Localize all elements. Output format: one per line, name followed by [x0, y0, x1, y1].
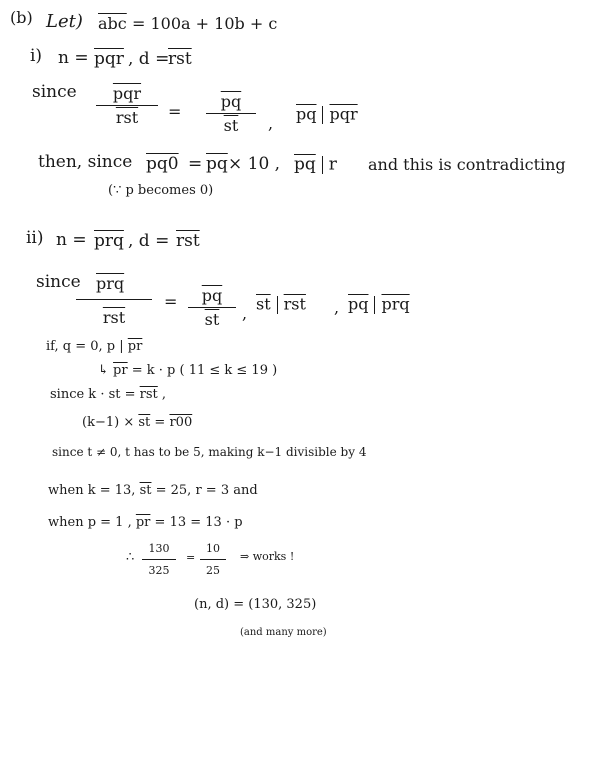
case-i-n-over: $\overline{pqr}$ — [94, 49, 124, 69]
case-ii-st-divides-rst — [256, 296, 306, 314]
simplified-den: 25 — [206, 564, 220, 577]
case-ii-label: ii) — [26, 228, 44, 248]
case-ii-when-1 — [48, 484, 258, 497]
case-i-d-left: , d = — [128, 49, 170, 69]
fraction-bar — [188, 307, 236, 308]
divides-bar — [374, 296, 375, 314]
case-i-since: since — [32, 82, 77, 102]
many-more-note: (and many more) — [240, 627, 327, 638]
case-ii-arrow-pr: $\overline{pr}$ — [113, 363, 128, 378]
case-i-pq0: pq0 — [146, 154, 179, 174]
case-ii-comma-1: , — [242, 304, 248, 323]
case-i-frac1-num: $\overline{pqr}$ — [112, 84, 142, 103]
answer-eq: = — [186, 551, 196, 564]
case-ii-eq: = — [164, 292, 178, 311]
case-ii-since-kst-text: since k · st = — [50, 387, 136, 402]
case-ii-when-2 — [48, 516, 243, 529]
case-i-fraction-1 — [96, 84, 158, 127]
case-i-pq-times: $\overline{pq}$ — [206, 154, 228, 174]
case-i-pq-divides-r — [294, 156, 337, 174]
works-text: ⇒ works ! — [240, 550, 295, 563]
case-i-n-left: n = — [58, 48, 89, 68]
case-ii-when2-rest: = 13 = 13 · p — [154, 515, 243, 530]
case-i-comma: , — [268, 114, 274, 133]
case-ii-since-kst-rst: $\overline{rst}$ — [139, 387, 158, 402]
answer-fraction — [142, 542, 176, 577]
case-ii-pq-divides-prq — [348, 296, 410, 314]
case-i-contradicting: and this is contradicting — [368, 155, 566, 174]
case-i-frac2-den: st — [223, 116, 239, 135]
result-line: (n, d) = (130, 325) — [194, 597, 317, 612]
case-i-fraction-2 — [206, 92, 256, 135]
case-ii-arrow-text: = k · p ( 11 ≤ k ≤ 19 ) — [131, 363, 278, 378]
fraction-bar — [200, 559, 226, 560]
case-ii-when1-text: when k = 13, — [48, 483, 136, 498]
divides-bar — [322, 156, 323, 174]
case-ii-fraction-1 — [76, 274, 152, 327]
therefore-icon: ∴ — [126, 550, 135, 565]
case-i-div-right: $\overline{pqr}$ — [329, 104, 358, 124]
case-ii-frac2-num: $\overline{pq}$ — [201, 286, 223, 305]
case-i-eq: = — [168, 102, 182, 121]
fraction-bar — [142, 559, 176, 560]
case-i-reason: (∵ p becomes 0) — [108, 183, 214, 198]
case-ii-n-left: n = — [56, 230, 87, 250]
case-ii-if-pr: $\overline{pr}$ — [127, 339, 143, 354]
case-ii-pq: $\overline{pq}$ — [348, 294, 369, 314]
case-ii-since-kst — [50, 388, 166, 401]
answer-den: 325 — [148, 564, 170, 577]
case-ii-d-left: , d = — [128, 231, 170, 251]
case-i-eq-pq: = — [188, 154, 203, 174]
fraction-bar — [76, 299, 152, 300]
abc-expansion: = 100a + 10b + c — [132, 14, 278, 33]
simplified-fraction — [200, 542, 226, 577]
case-i-frac2-num: $\overline{pq}$ — [220, 92, 242, 111]
case-ii-since: since — [36, 272, 81, 292]
case-ii-k1-r00: r00 — [169, 415, 193, 430]
case-i-div-left: $\overline{pq}$ — [296, 104, 317, 124]
case-ii-frac2-den: st — [204, 310, 220, 329]
case-ii-k1-line — [82, 416, 192, 429]
case-i-d-over: $\overline{rst}$ — [168, 49, 192, 69]
case-i-pq-div-left: $\overline{pq}$ — [294, 154, 316, 175]
case-ii-if-line — [46, 340, 142, 353]
case-ii-st: $\overline{st}$ — [256, 294, 271, 314]
part-label: (b) — [10, 8, 33, 27]
case-ii-rst: $\overline{rst}$ — [283, 294, 306, 314]
case-i-then-since: then, since — [38, 152, 133, 172]
case-ii-prq: $\overline{prq}$ — [381, 294, 410, 314]
case-i-label: i) — [30, 46, 43, 66]
case-ii-frac1-den: $\overline{rst}$ — [102, 308, 126, 327]
divides-bar — [322, 106, 323, 124]
fraction-bar — [206, 113, 256, 114]
divides-bar — [277, 296, 278, 314]
case-ii-t-line: since t ≠ 0, t has to be 5, making k−1 divisible by 4 — [52, 445, 367, 459]
answer-num: 130 — [148, 542, 170, 555]
case-ii-arrow-line — [98, 364, 277, 377]
case-ii-when1-rest: = 25, r = 3 and — [155, 483, 258, 498]
case-ii-comma-2: , — [334, 298, 340, 317]
case-ii-n-over: $\overline{prq}$ — [94, 231, 124, 251]
case-ii-k1-st: $\overline{st}$ — [138, 415, 151, 430]
abc-overline: $\overline{abc}$ — [98, 14, 127, 33]
let-word: Let) — [46, 11, 83, 32]
case-i-times-10: × 10 , — [228, 154, 281, 174]
case-ii-when2-text: when p = 1 , — [48, 515, 132, 530]
case-i-frac1-den: $\overline{rst}$ — [115, 108, 139, 127]
case-ii-when1-st: $\overline{st}$ — [139, 483, 152, 498]
case-ii-frac1-num: $\overline{prq}$ — [96, 274, 125, 293]
case-ii-if-text: if, q = 0, p | — [46, 339, 124, 354]
case-i-divides — [296, 106, 358, 124]
case-ii-k1-eq: = — [154, 415, 166, 430]
case-ii-since-kst-comma: , — [161, 387, 167, 402]
hook-arrow-icon: ↳ — [98, 363, 109, 378]
case-i-pq-div-right: r — [328, 154, 337, 175]
case-ii-k1-text: (k−1) × — [82, 415, 135, 430]
simplified-num: 10 — [206, 542, 220, 555]
fraction-bar — [96, 105, 158, 106]
case-ii-d-over: $\overline{rst}$ — [176, 231, 200, 251]
case-ii-fraction-2 — [188, 286, 236, 329]
case-ii-when2-pr: $\overline{pr}$ — [135, 515, 151, 530]
